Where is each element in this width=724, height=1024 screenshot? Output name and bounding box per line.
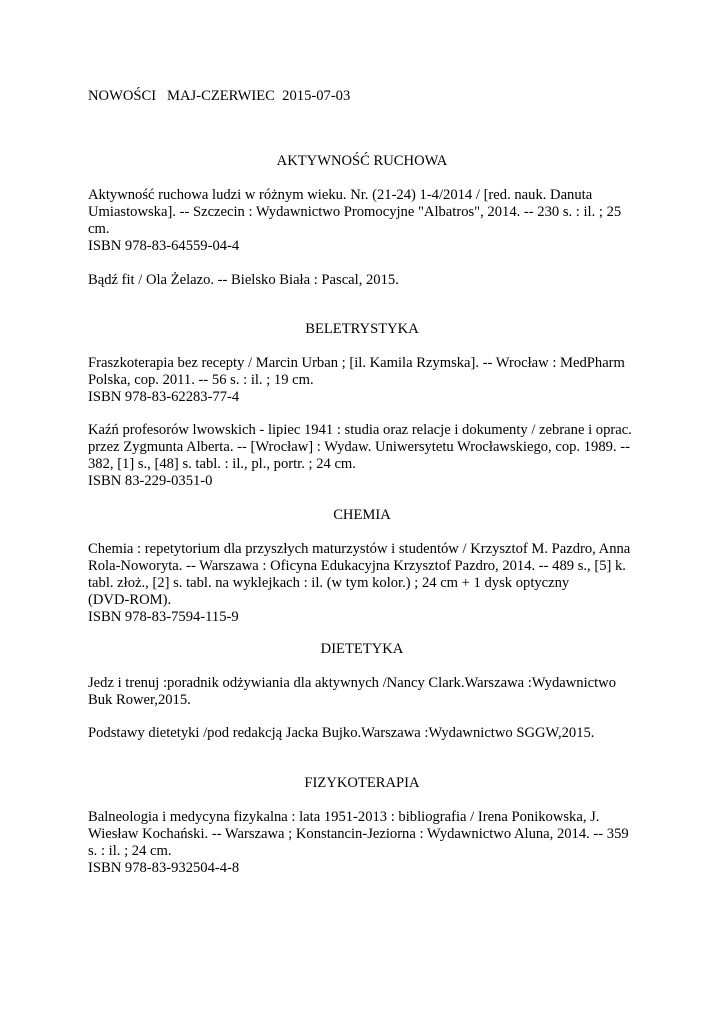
- page-header: NOWOŚCI MAJ-CZERWIEC 2015-07-03: [88, 88, 351, 104]
- entry-line: 382, [1] s., [48] s. tabl. : il., pl., portr. ; 24 cm.: [88, 456, 356, 472]
- entry-line: s. : il. ; 24 cm.: [88, 843, 172, 859]
- entry-line: Fraszkoterapia bez recepty / Marcin Urban ; [il. Kamila Rzymska]. -- Wrocław : MedPharm: [88, 355, 625, 371]
- entry-line: Bądź fit / Ola Żelazo. -- Bielsko Biała : Pascal, 2015.: [88, 272, 399, 288]
- section-heading: FIZYKOTERAPIA: [304, 775, 420, 791]
- entry-line: Rola-Noworyta. -- Warszawa : Oficyna Edukacyjna Krzysztof Pazdro, 2014. -- 489 s., [5] k.: [88, 558, 626, 574]
- entry-line: Umiastowska]. -- Szczecin : Wydawnictwo Promocyjne "Albatros", 2014. -- 230 s. : il. ; 25: [88, 204, 622, 220]
- entry-isbn: ISBN 978-83-932504-4-8: [88, 860, 240, 876]
- entry-isbn: ISBN 978-83-7594-115-9: [88, 609, 239, 625]
- entry-line: Chemia : repetytorium dla przyszłych maturzystów i studentów / Krzysztof M. Pazdro, Anna: [88, 541, 631, 557]
- entry-line: Balneologia i medycyna fizykalna : lata 1951-2013 : bibliografia / Irena Ponikowska, J.: [88, 809, 600, 825]
- entry-line: cm.: [88, 221, 110, 237]
- entry-isbn: ISBN 978-83-64559-04-4: [88, 238, 240, 254]
- entry-line: (DVD-ROM).: [88, 592, 172, 608]
- entry-line: Polska, cop. 2011. -- 56 s. : il. ; 19 cm.: [88, 372, 314, 388]
- entry-isbn: ISBN 83-229-0351-0: [88, 473, 213, 489]
- entry-line: Aktywność ruchowa ludzi w różnym wieku. Nr. (21-24) 1-4/2014 / [red. nauk. Danuta: [88, 187, 593, 203]
- entry-line: Kaźń profesorów lwowskich - lipiec 1941 : studia oraz relacje i dokumenty / zebrane i oprac.: [88, 422, 632, 438]
- entry-line: Podstawy dietetyki /pod redakcją Jacka Bujko.Warszawa :Wydawnictwo SGGW,2015.: [88, 725, 595, 741]
- section-heading: CHEMIA: [333, 507, 391, 523]
- entry-line: Jedz i trenuj :poradnik odżywiania dla aktywnych /Nancy Clark.Warszawa :Wydawnictwo: [88, 675, 617, 691]
- entry-line: przez Zygmunta Alberta. -- [Wrocław] : Wydaw. Uniwersytetu Wrocławskiego, cop. 1989. --: [88, 439, 630, 455]
- entry-line: Wiesław Kochański. -- Warszawa ; Konstancin-Jeziorna : Wydawnictwo Aluna, 2014. -- 359: [88, 826, 629, 842]
- section-heading: BELETRYSTYKA: [305, 321, 419, 337]
- entry-isbn: ISBN 978-83-62283-77-4: [88, 389, 240, 405]
- section-heading: AKTYWNOŚĆ RUCHOWA: [276, 153, 448, 169]
- section-heading: DIETETYKA: [320, 641, 404, 657]
- entry-line: tabl. złoż., [2] s. tabl. na wyklejkach : il. (w tym kolor.) ; 24 cm + 1 dysk optyczny: [88, 575, 570, 591]
- entry-line: Buk Rower,2015.: [88, 692, 191, 708]
